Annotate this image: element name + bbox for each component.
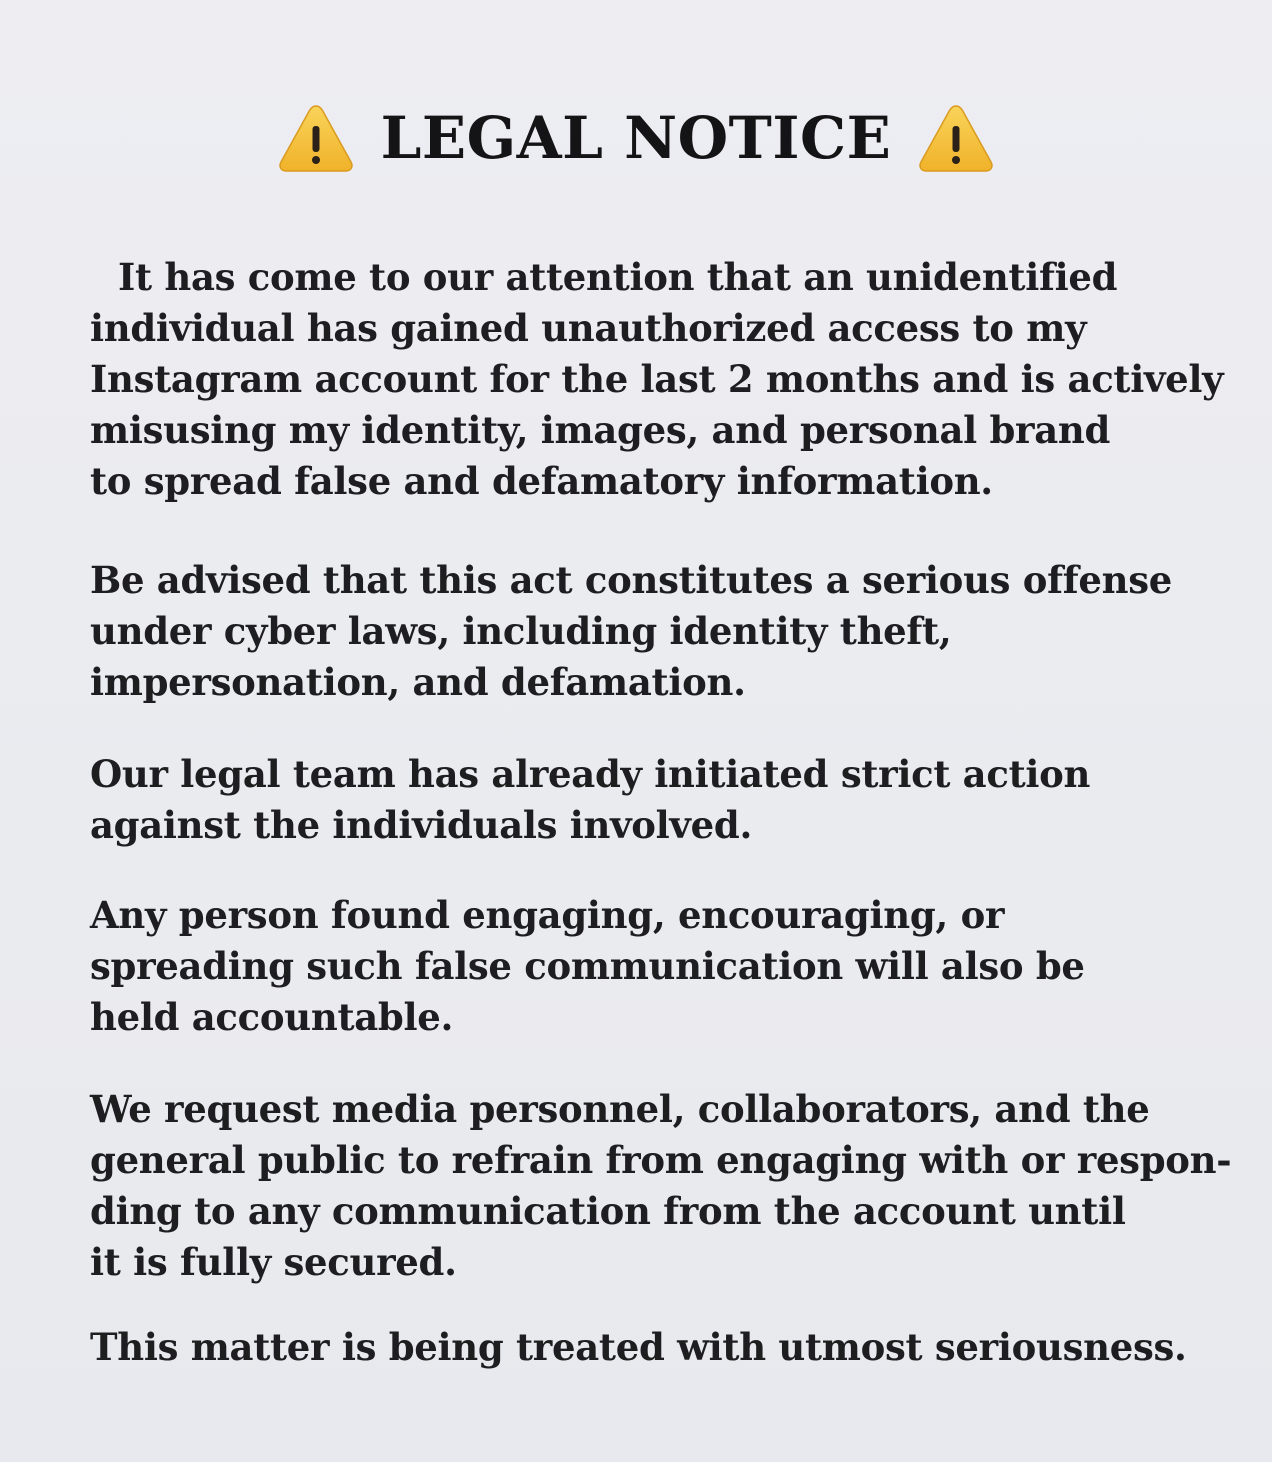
warning-icon bbox=[277, 102, 355, 174]
paragraph-legal-action bbox=[90, 749, 1240, 851]
paragraph-line: to spread false and defamatory information. bbox=[90, 459, 993, 503]
paragraph-closing-statement bbox=[90, 1322, 1240, 1373]
paragraph-serious-offense bbox=[90, 555, 1240, 708]
paragraph-line: misusing my identity, images, and personal brand bbox=[90, 408, 1111, 452]
paragraph-line: under cyber laws, including identity theft, bbox=[90, 609, 952, 653]
paragraph-unauthorized-access bbox=[90, 252, 1240, 507]
notice-heading bbox=[0, 92, 1272, 184]
paragraph-line: This matter is being treated with utmost seriousness. bbox=[90, 1325, 1187, 1369]
paragraph-line: Be advised that this act constitutes a serious offense bbox=[90, 558, 1173, 602]
paragraph-line: We request media personnel, collaborators, and the bbox=[90, 1087, 1150, 1131]
paragraph-accountability bbox=[90, 890, 1240, 1043]
paragraph-line: general public to refrain from engaging with or respon- bbox=[90, 1138, 1232, 1182]
paragraph-line: it is fully secured. bbox=[90, 1240, 457, 1284]
warning-icon bbox=[917, 102, 995, 174]
paragraph-line: held accountable. bbox=[90, 995, 454, 1039]
paragraph-line: ding to any communication from the account until bbox=[90, 1189, 1126, 1233]
paragraph-line: Instagram account for the last 2 months and is actively bbox=[90, 357, 1224, 401]
paragraph-line: individual has gained unauthorized access to my bbox=[90, 306, 1087, 350]
paragraph-line: against the individuals involved. bbox=[90, 803, 753, 847]
paragraph-line: It has come to our attention that an unidentified bbox=[118, 255, 1118, 299]
paragraph-line: impersonation, and defamation. bbox=[90, 660, 746, 704]
paragraph-line: spreading such false communication will also be bbox=[90, 944, 1085, 988]
paragraph-media-request bbox=[90, 1084, 1240, 1288]
paragraph-line: Our legal team has already initiated strict action bbox=[90, 752, 1091, 796]
paragraph-line: Any person found engaging, encouraging, or bbox=[90, 893, 1005, 937]
notice-title: LEGAL NOTICE bbox=[380, 104, 892, 172]
